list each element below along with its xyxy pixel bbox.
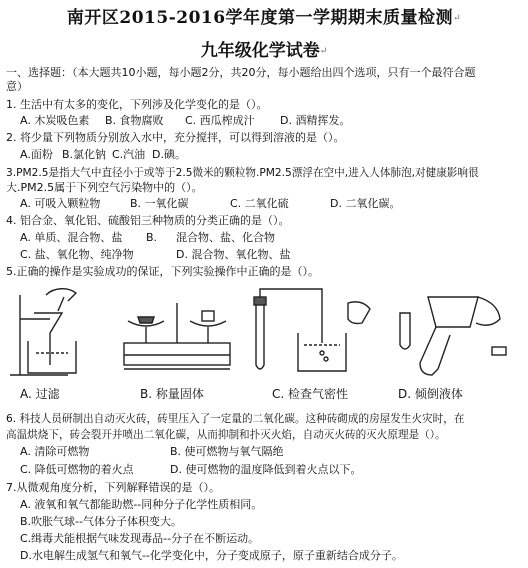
figure-pouring xyxy=(380,283,522,403)
exam-title: 南开区2015-2016学年度第一学期期末质量检测↵ xyxy=(66,8,462,28)
exam-subtitle: 九年级化学试卷↵ xyxy=(200,41,328,61)
question-3-stem-cont: 大.PM2.5属于下列空气污染物中的（）。 xyxy=(6,181,203,194)
question-5-figures xyxy=(6,283,522,403)
question-3-options xyxy=(20,197,524,211)
option: D. 混合物、氧化物、盐 xyxy=(176,248,291,261)
question-4-options-row1 xyxy=(20,231,524,245)
figure-airtightness xyxy=(238,283,378,403)
figure-balance xyxy=(118,283,236,403)
figure-filtration xyxy=(6,283,116,403)
option: D. 使可燃物的温度降低到着火点以下。 xyxy=(170,463,362,476)
section-heading-cont: 意） xyxy=(6,80,28,93)
question-6-stem: 6. 科技人员研制出自动灭火砖，砖里压入了一定量的二氧化碳。这种砖砌成的房屋发生火灾时，在 xyxy=(6,413,465,425)
question-7-option-c: C.缉毒犬能根据气味发现毒品--分子在不断运动。 xyxy=(20,532,260,545)
question-7-option-b: B.吹胀气球--气体分子体积变大。 xyxy=(20,515,182,528)
question-2-stem: 2. 将少量下列物质分别放入水中，充分搅拌，可以得到溶液的是（）。 xyxy=(6,131,345,144)
option: B. 食物腐败 xyxy=(105,114,164,127)
question-7-stem: 7.从微观角度分析，下列解释错误的是（）。 xyxy=(6,481,220,494)
figure-caption: A. 过滤 xyxy=(20,387,60,401)
option: C. 盐、氧化物、纯净物 xyxy=(20,248,134,261)
question-7-option-d: D.水电解生成氢气和氧气--化学变化中，分子变成原子，原子重新结合成分子。 xyxy=(20,549,403,562)
question-4-options-row2 xyxy=(20,248,524,262)
section-heading: 一、选择题：（本大题共10小题，每小题2分，共20分，每小题给出四个选项，只有一个最符合题 xyxy=(6,66,476,79)
figure-caption: C. 检查气密性 xyxy=(272,387,349,401)
question-3-stem: 3.PM2.5是指大气中直径小于或等于2.5微米的颗粒物.PM2.5漂浮在空中,进入人体肺泡,对健康影响很 xyxy=(6,167,479,179)
option: B.氯化钠 xyxy=(62,148,107,161)
question-6-stem-cont: 高温烘烧下，砖会裂开并喷出二氧化碳，从而抑制和扑灭火焰，自动灭火砖的灭火原理是（）。 xyxy=(6,429,446,441)
option: D.碘。 xyxy=(152,148,186,161)
option: C. 降低可燃物的着火点 xyxy=(20,463,134,476)
option: A. 木炭吸色素 xyxy=(20,114,90,127)
option: B. 使可燃物与氧气隔绝 xyxy=(170,445,284,458)
option: C. 二氧化硫 xyxy=(230,197,289,210)
option: A. 可吸入颗粒物 xyxy=(20,197,101,210)
option: D. 二氧化碳。 xyxy=(330,197,401,210)
question-2-options xyxy=(20,148,524,162)
option-letter: B. xyxy=(146,231,158,244)
option: A. 单质、混合物、盐 xyxy=(20,231,123,244)
option: A. 清除可燃物 xyxy=(20,445,90,458)
question-4-stem: 4. 铝合金、氧化铝、硫酸铝三种物质的分类正确的是（）。 xyxy=(6,214,290,227)
question-7-option-a: A. 液氧和氧气都能助燃--同种分子化学性质相同。 xyxy=(20,498,263,511)
figure-caption: D. 倾倒液体 xyxy=(398,387,463,401)
option: A.面粉 xyxy=(20,148,53,161)
question-5-stem: 5.正确的操作是实验成功的保证，下列实验操作中正确的是（）。 xyxy=(6,265,319,278)
question-1-options xyxy=(20,114,524,128)
question-1-stem: 1. 生活中有太多的变化，下列涉及化学变化的是（）。 xyxy=(6,98,268,111)
figure-caption: B. 称量固体 xyxy=(140,387,204,401)
option: C.汽油 xyxy=(112,148,146,161)
question-6-options-row2 xyxy=(20,463,524,477)
option: B. 一氧化碳 xyxy=(130,197,189,210)
option: D. 酒精挥发。 xyxy=(280,114,351,127)
option: C. 西瓜榨成汁 xyxy=(185,114,255,127)
question-6-options-row1 xyxy=(20,445,524,459)
option: 混合物、盐、化合物 xyxy=(176,231,275,244)
